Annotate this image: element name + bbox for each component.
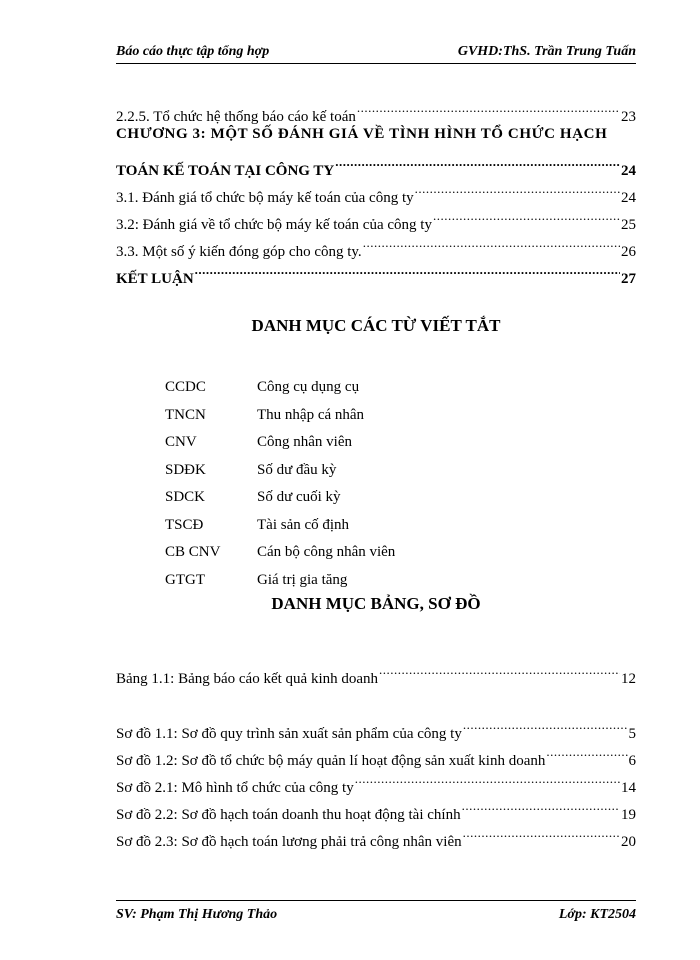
toc-leader-dots — [335, 148, 620, 175]
abbreviation-code: CCDC — [165, 379, 206, 395]
toc-leader-dots — [357, 94, 620, 121]
toc-entry-label: 2.2.5. Tổ chức hệ thống báo cáo kế toán — [116, 109, 356, 125]
toc-leader-dots — [415, 175, 620, 202]
abbreviation-meaning: Tài sản cố định — [257, 516, 350, 533]
abbreviation-row — [165, 457, 395, 485]
toc-entry-label: 3.3. Một số ý kiến đóng góp cho công ty. — [116, 244, 362, 260]
abbreviations-title: DANH MỤC CÁC TỪ VIẾT TẮT — [251, 316, 501, 335]
toc-entry-label: 3.2: Đánh giá về tổ chức bộ máy kế toán của công ty — [116, 217, 432, 233]
abbreviation-row — [165, 539, 395, 567]
toc-leader-dots — [195, 256, 620, 283]
toc-leader-dots — [462, 792, 620, 819]
abbreviation-row — [165, 512, 395, 540]
abbreviation-row — [165, 402, 395, 430]
abbreviation-meaning: Số dư cuối kỳ — [257, 489, 341, 505]
abbreviation-meaning: Thu nhập cá nhân — [257, 406, 365, 423]
toc-entry-conclusion[interactable] — [116, 256, 636, 287]
abbreviation-code: CNV — [165, 434, 197, 450]
toc-entry-page: 27 — [621, 271, 636, 287]
header-report-title: Báo cáo thực tập tổng hợp — [116, 44, 270, 59]
toc-entry-page: 25 — [621, 217, 636, 233]
toc-leader-dots — [433, 202, 620, 229]
footer-class: Lớp: KT2504 — [558, 907, 636, 922]
toc-leader-dots — [546, 738, 627, 765]
diagram-entry-page: 20 — [621, 834, 636, 850]
toc-leader-dots — [363, 229, 620, 256]
diagram-entry-label: Sơ đồ 1.1: Sơ đồ quy trình sản xuất sản phẩm của công ty — [116, 726, 462, 742]
abbreviation-code: SDCK — [165, 489, 206, 505]
abbreviation-row — [165, 429, 395, 457]
diagram-entry-page: 19 — [621, 807, 636, 823]
toc-leader-dots — [355, 765, 620, 792]
table-entry-page: 12 — [621, 671, 636, 687]
toc-entry-label: TOÁN KẾ TOÁN TẠI CÔNG TY — [116, 163, 335, 179]
abbreviation-row — [165, 567, 395, 595]
diagram-entry-label: Sơ đồ 2.1: Mô hình tổ chức của công ty — [116, 780, 354, 796]
diagram-entry[interactable] — [116, 711, 636, 742]
toc-entry-page: 24 — [621, 163, 636, 179]
abbreviation-code: CB CNV — [165, 544, 221, 560]
diagrams-list — [116, 711, 636, 850]
table-of-contents — [116, 94, 636, 287]
figures-title: DANH MỤC BẢNG, SƠ ĐỒ — [271, 594, 481, 613]
toc-entry-label: 3.1. Đánh giá tổ chức bộ máy kế toán của công ty — [116, 190, 414, 206]
abbreviation-code: TNCN — [165, 406, 206, 423]
header-supervisor: GVHD:ThS. Trần Trung Tuấn — [457, 44, 636, 59]
toc-entry-page: 23 — [621, 109, 636, 125]
abbreviation-meaning: Công nhân viên — [257, 434, 352, 450]
abbreviation-meaning: Công cụ dụng cụ — [257, 379, 360, 395]
toc-entry-label: KẾT LUẬN — [116, 271, 194, 287]
table-entry-label: Bảng 1.1: Bảng báo cáo kết quả kinh doanh — [116, 671, 379, 687]
abbreviation-code: SDĐK — [165, 461, 206, 478]
abbreviation-row — [165, 484, 395, 512]
toc-entry[interactable] — [116, 94, 636, 125]
abbreviations-list — [165, 374, 395, 594]
diagram-entry-label: Sơ đồ 2.3: Sơ đồ hạch toán lương phải trả công nhân viên — [116, 834, 462, 850]
toc-leader-dots — [463, 711, 628, 738]
diagram-entry-page: 14 — [621, 780, 636, 796]
toc-leader-dots — [463, 819, 620, 846]
abbreviation-meaning: Số dư đầu kỳ — [257, 461, 337, 478]
abbreviation-code: TSCĐ — [165, 516, 204, 533]
abbreviation-row — [165, 374, 395, 402]
toc-chapter-heading[interactable]: CHƯƠNG 3: MỘT SỐ ĐÁNH GIÁ VỀ TÌNH HÌNH TỔ CHỨC HẠCH — [116, 126, 608, 142]
toc-entry-page: 26 — [621, 244, 636, 260]
page-footer — [116, 900, 636, 926]
page-header — [116, 38, 636, 64]
abbreviation-code: GTGT — [165, 571, 205, 588]
diagram-entry-page: 6 — [628, 753, 636, 769]
abbreviation-meaning: Giá trị gia tăng — [257, 571, 348, 588]
toc-entry-page: 24 — [621, 190, 636, 206]
diagram-entry-page: 5 — [628, 726, 636, 742]
toc-leader-dots — [379, 656, 620, 683]
diagram-entry-label: Sơ đồ 1.2: Sơ đồ tổ chức bộ máy quản lí hoạt động sản xuất kinh doanh — [116, 753, 546, 769]
table-entry[interactable] — [116, 656, 636, 687]
tables-list — [116, 656, 636, 687]
footer-student-name: SV: Phạm Thị Hương Thảo — [116, 907, 278, 922]
abbreviation-meaning: Cán bộ công nhân viên — [257, 544, 396, 560]
toc-chapter-heading-cont[interactable] — [116, 148, 636, 179]
diagram-entry-label: Sơ đồ 2.2: Sơ đồ hạch toán doanh thu hoạt động tài chính — [116, 807, 461, 823]
